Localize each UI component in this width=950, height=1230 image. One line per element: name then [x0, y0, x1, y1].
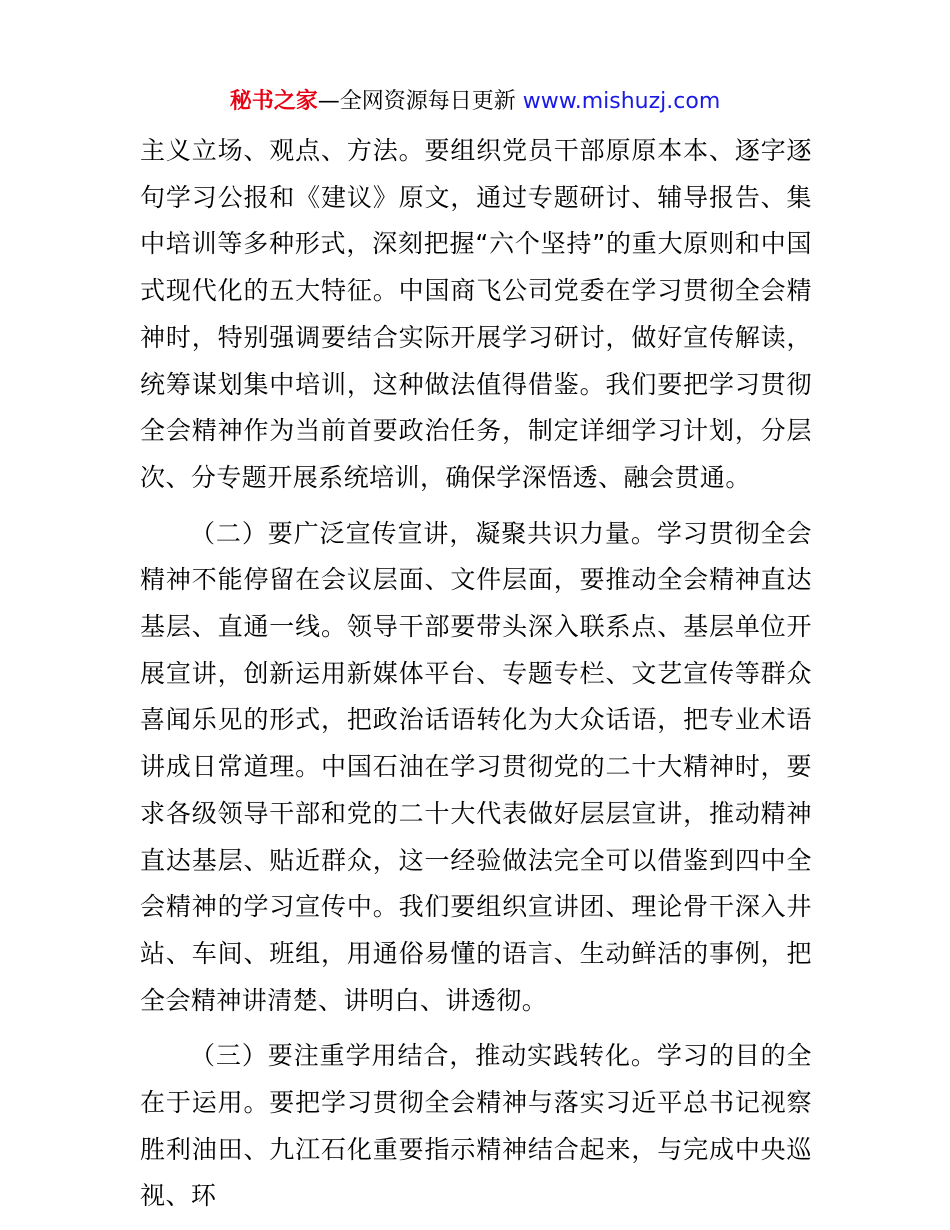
- site-header: [0, 86, 950, 118]
- paragraph-section-three: （三）要注重学用结合，推动实践转化。学习的目的全在于运用。要把学习贯彻全会精神与落实习近平总书记视察胜利油田、九江石化重要指示精神结合起来，与完成中央巡视、环: [140, 1041, 812, 1211]
- site-tagline: —全网资源每日更新: [317, 89, 523, 114]
- paragraph-continued: 主义立场、观点、方法。要组织党员干部原原本本、逐字逐句学习公报和《建议》原文，通过专题研讨、辅导报告、集中培训等多种形式，深刻把握“六个坚持”的重大原则和中国式现代化的五大特征。中国商飞公司党委在学习贯彻全会精神时，特别强调要结合实际开展学习研讨，做好宣传解读，统筹谋划集中培训，这种做法值得借鉴。我们要把学习贯彻全会精神作为当前首要政治任务，制定详细学习计划，分层次、分专题开展系统培训，确保学深悟透、融会贯通。: [140, 136, 812, 492]
- site-url-link[interactable]: www.mishuzj.com: [522, 89, 721, 114]
- document-body: [140, 128, 812, 1220]
- paragraph-section-two: （二）要广泛宣传宣讲，凝聚共识力量。学习贯彻全会精神不能停留在会议层面、文件层面，要推动全会精神直达基层、直通一线。领导干部要带头深入联系点、基层单位开展宣讲，创新运用新媒体平台、专题专栏、文艺宣传等群众喜闻乐见的形式，把政治话语转化为大众话语，把专业术语讲成日常道理。中国石油在学习贯彻党的二十大精神时，要求各级领导干部和党的二十大代表做好层层宣讲，推动精神直达基层、贴近群众，这一经验做法完全可以借鉴到四中全会精神的学习宣传中。我们要组织宣讲团、理论骨干深入井站、车间、班组，用通俗易懂的语言、生动鲜活的事例，把全会精神讲清楚、讲明白、讲透彻。: [140, 518, 812, 1015]
- site-brand: 秘书之家: [229, 89, 318, 114]
